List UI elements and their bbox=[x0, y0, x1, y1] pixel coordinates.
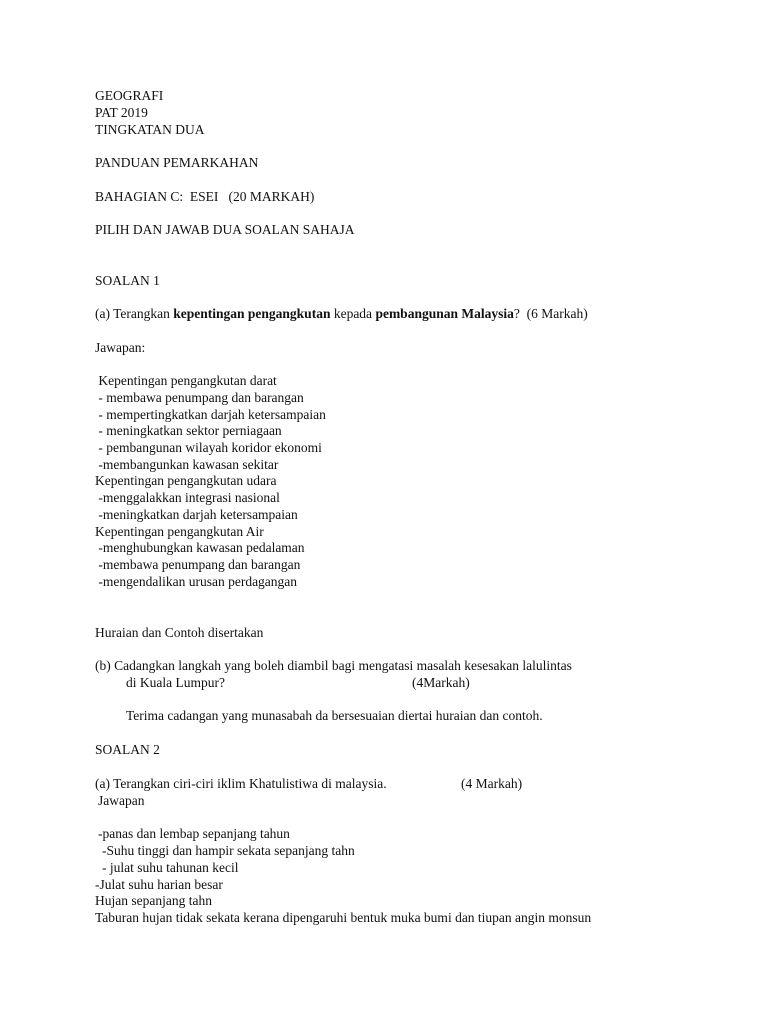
exam-name: PAT 2019 bbox=[95, 105, 148, 120]
question-1b-marks: (4Markah) bbox=[412, 675, 470, 690]
answer-label-1: Jawapan: bbox=[95, 340, 146, 355]
question-1b-continuation: di Kuala Lumpur? bbox=[126, 675, 225, 690]
subject-title: GEOGRAFI bbox=[95, 88, 164, 103]
question-2a-marks: (4 Markah) bbox=[461, 776, 523, 791]
question-1-title: SOALAN 1 bbox=[95, 273, 160, 288]
instruction-text: PILIH DAN JAWAB DUA SOALAN SAHAJA bbox=[95, 222, 355, 237]
answer-list-item: Taburan hujan tidak sekata kerana dipengaruhi bentuk muka bumi dan tiupan angin monsun bbox=[95, 910, 592, 925]
answer-group-heading: Kepentingan pengangkutan darat bbox=[95, 373, 277, 388]
answer-list-item: - membawa penumpang dan barangan bbox=[95, 390, 304, 405]
question-1a-bold-term-2: pembangunan Malaysia bbox=[375, 306, 514, 321]
answer-list-item: -Julat suhu harian besar bbox=[95, 877, 223, 892]
answer-list-item: -menggalakkan integrasi nasional bbox=[95, 490, 280, 505]
marking-guide-title: PANDUAN PEMARKAHAN bbox=[95, 155, 259, 170]
question-1a-middle: kepada bbox=[330, 306, 376, 321]
answer-list-item: - meningkatkan sektor perniagaan bbox=[95, 423, 282, 438]
answer-list-item: - mempertingkatkan darjah ketersampaian bbox=[95, 407, 326, 422]
answer-list-item: -menghubungkan kawasan pedalaman bbox=[95, 540, 305, 555]
question-2-title: SOALAN 2 bbox=[95, 742, 160, 757]
answer-list-item: - pembangunan wilayah koridor ekonomi bbox=[95, 440, 322, 455]
answer-group-heading: Kepentingan pengangkutan Air bbox=[95, 524, 264, 539]
answer-list-item: -mengendalikan urusan perdagangan bbox=[95, 574, 298, 589]
answer-list-item: -membawa penumpang dan barangan bbox=[95, 557, 301, 572]
form-level: TINGKATAN DUA bbox=[95, 122, 205, 137]
answer-list-item: -meningkatkan darjah ketersampaian bbox=[95, 507, 298, 522]
question-1a-bold-term-1: kepentingan pengangkutan bbox=[173, 306, 331, 321]
question-1a-prefix: (a) Terangkan bbox=[95, 306, 174, 321]
section-title: BAHAGIAN C: ESEI (20 MARKAH) bbox=[95, 189, 315, 204]
answer-group-heading: Kepentingan pengangkutan udara bbox=[95, 473, 277, 488]
question-2a-text: (a) Terangkan ciri-ciri iklim Khatulistiwa di malaysia. bbox=[95, 776, 387, 791]
answer-list-item: Hujan sepanjang tahn bbox=[95, 893, 212, 908]
answer-list-item: -panas dan lembap sepanjang tahun bbox=[98, 826, 290, 841]
question-1a-text bbox=[95, 306, 588, 322]
answer-list-item: -Suhu tinggi dan hampir sekata sepanjang tahn bbox=[102, 843, 355, 858]
elaboration-note: Huraian dan Contoh disertakan bbox=[95, 625, 264, 640]
question-1a-marks: ? (6 Markah) bbox=[513, 306, 588, 321]
answer-list-item: - julat suhu tahunan kecil bbox=[102, 860, 239, 875]
answer-label-2: Jawapan bbox=[98, 793, 145, 808]
question-1b-text: (b) Cadangkan langkah yang boleh diambil bagi mengatasi masalah kesesakan lalulintas bbox=[95, 658, 572, 673]
answer-list-item: -membangunkan kawasan sekitar bbox=[95, 457, 279, 472]
question-1b-answer: Terima cadangan yang munasabah da bersesuaian diertai huraian dan contoh. bbox=[126, 708, 543, 723]
